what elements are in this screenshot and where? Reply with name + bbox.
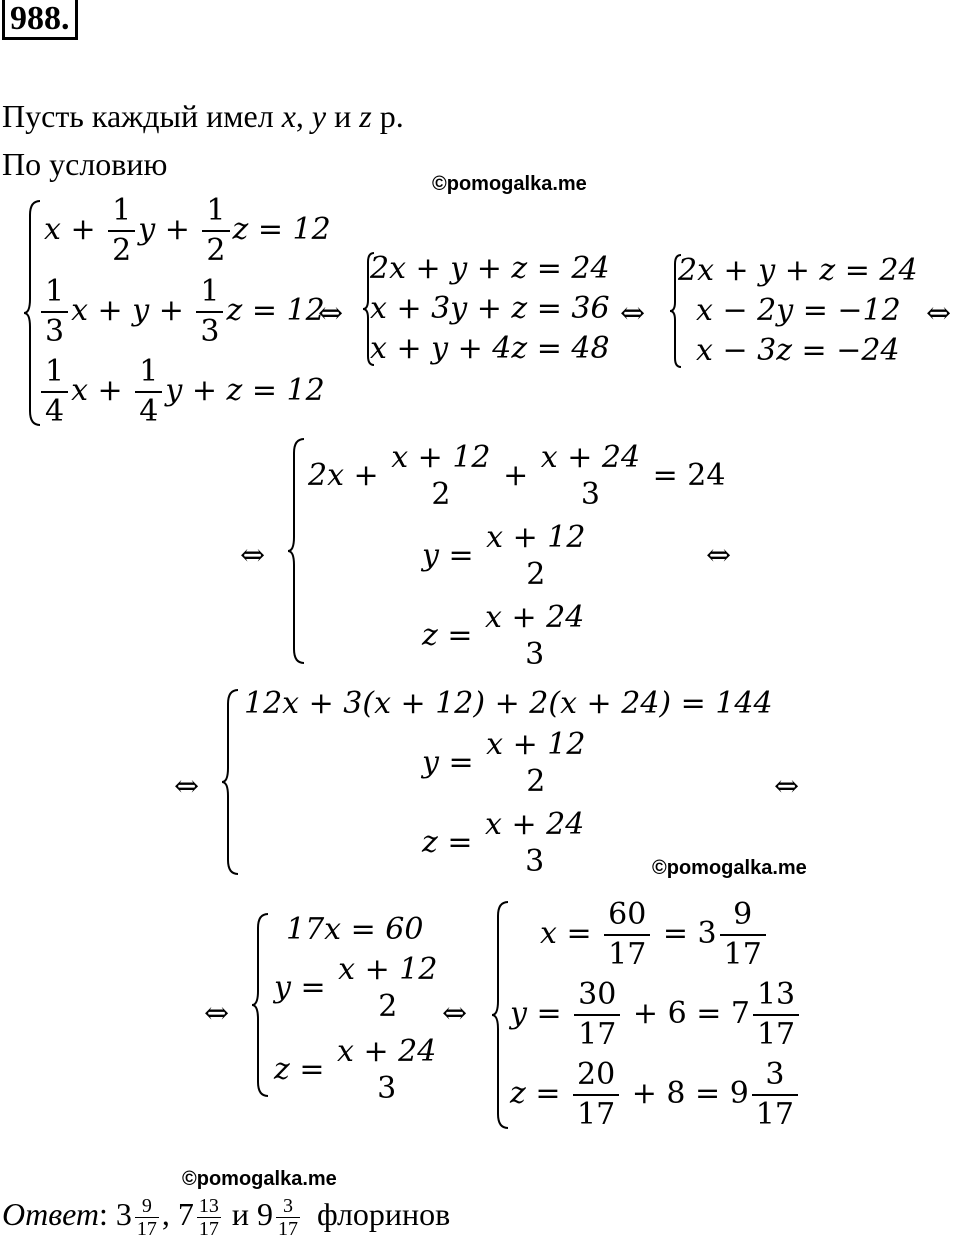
fraction: x + 12 2 [486, 520, 586, 592]
system7-eq2: y = $\frac{30}{17}$ + 6 = 7 $\frac{13}{17}$ [510, 976, 802, 1054]
equivalence-arrow: ⇔ [240, 538, 266, 573]
condition-line: По условию [2, 146, 168, 182]
system7-eq1: x = $\frac{60}{17}$ = 3 $\frac{9}{17}$ [540, 896, 769, 974]
intro-sep: , [295, 98, 312, 134]
intro-text: Пусть каждый имел [2, 98, 282, 134]
fraction: x + 24 3 [337, 1034, 437, 1106]
system3-eq1: 2x + y + z = 24 [678, 253, 918, 288]
term: y = [422, 745, 484, 780]
system7-eq3: z = $\frac{20}{17}$ + 8 = 9 $\frac{3}{17}$ [510, 1056, 801, 1134]
fraction: $\frac{9}{17}$ [720, 896, 766, 974]
answer-unit: флоринов [317, 1196, 451, 1232]
system6-eq3 [274, 1034, 439, 1108]
fraction: $\frac{3}{17}$ [752, 1056, 798, 1134]
fraction: $\frac{30}{17}$ [574, 976, 620, 1054]
fraction: $\frac{1}{4}$ [135, 353, 162, 431]
answer-line: Ответ: 3 $\frac{9}{17}$ , 7 $\frac{13}{17}$ и 9 $\frac{3}{17}$ флоринов [2, 1195, 451, 1241]
fraction: $\frac{1}{4}$ [41, 353, 68, 431]
fraction: $\frac{3}{17}$ [278, 1195, 299, 1241]
term: y + [138, 212, 200, 247]
term: y + z = 12 [165, 373, 325, 408]
fraction: $\frac{13}{17}$ [753, 976, 799, 1054]
equivalence-arrow: ⇔ [174, 769, 200, 804]
system1-eq2 [38, 273, 325, 351]
system6-eq1: 17x = 60 [286, 912, 424, 947]
system-brace [490, 898, 512, 1132]
problem-number [2, 2, 78, 36]
term: x + [44, 212, 106, 247]
var-z: z [359, 98, 372, 134]
equivalence-arrow: ⇔ [706, 538, 732, 573]
system6-eq2 [274, 952, 440, 1026]
term: z = [274, 1052, 335, 1087]
intro-line [2, 96, 404, 136]
fraction: $\frac{1}{2}$ [108, 192, 135, 270]
fraction: x + 12 2 [391, 440, 491, 512]
term: x = [540, 916, 602, 951]
watermark: ©pomogalka.me [652, 857, 807, 879]
fraction: $\frac{1}{3}$ [196, 273, 223, 351]
intro-end: р. [371, 98, 404, 134]
system2-eq2: x + 3y + z = 36 [370, 291, 610, 326]
term: 2x + [308, 458, 389, 493]
term: x + [71, 373, 133, 408]
system1-eq1 [44, 192, 331, 270]
fraction: $\frac{13}{17}$ [198, 1195, 219, 1241]
var-x: x [281, 98, 296, 134]
system-brace [220, 686, 242, 878]
system4-eq1: 2x + x + 12 2 + x + 24 3 = 24 [308, 440, 726, 512]
intro-conj: и [326, 98, 360, 134]
system3-eq3: x − 3z = −24 [696, 333, 900, 368]
fraction: x + 24 3 [485, 600, 585, 672]
watermark: ©pomogalka.me [182, 1168, 337, 1190]
problem-number-box: 988. [2, 0, 78, 40]
system4-eq2 [422, 520, 588, 594]
fraction: $\frac{20}{17}$ [573, 1056, 619, 1134]
system5-eq2 [422, 727, 588, 801]
term: y = [510, 996, 572, 1031]
system-brace [250, 910, 272, 1100]
answer-label: Ответ [2, 1196, 99, 1232]
var-y: y [311, 98, 327, 134]
fraction: $\frac{1}{2}$ [202, 192, 229, 270]
fraction: x + 12 2 [486, 727, 586, 799]
fraction: x + 24 3 [485, 807, 585, 879]
fraction: $\frac{9}{17}$ [136, 1195, 157, 1241]
system4-eq3 [422, 600, 587, 674]
system-brace [286, 435, 308, 667]
term: z = [510, 1076, 571, 1111]
system2-eq3: x + y + 4z = 48 [370, 331, 610, 366]
fraction: x + 12 2 [338, 952, 438, 1024]
system1-eq3 [38, 353, 325, 431]
system2-eq1: 2x + y + z = 24 [370, 251, 610, 286]
equivalence-arrow: ⇔ [442, 996, 468, 1031]
system5-eq1: 12x + 3(x + 12) + 2(x + 24) = 144 [244, 686, 773, 721]
equivalence-arrow: ⇔ [926, 296, 952, 331]
term: y = [274, 970, 336, 1005]
term: z = [422, 618, 483, 653]
system3-eq2: x − 2y = −12 [696, 293, 901, 328]
equivalence-arrow: ⇔ [318, 296, 344, 331]
term: z = 12 [232, 212, 331, 247]
equivalence-arrow: ⇔ [620, 296, 646, 331]
fraction: x + 24 3 [540, 440, 641, 512]
term: x + y + [71, 293, 194, 328]
term: z = [422, 825, 483, 860]
fraction: $\frac{60}{17}$ [604, 896, 650, 974]
fraction: $\frac{1}{3}$ [41, 273, 68, 351]
term: z = 12 [226, 293, 325, 328]
equivalence-arrow: ⇔ [204, 996, 230, 1031]
watermark: ©pomogalka.me [432, 173, 587, 195]
equivalence-arrow: ⇔ [774, 769, 800, 804]
system5-eq3 [422, 807, 587, 881]
term: y = [422, 538, 484, 573]
